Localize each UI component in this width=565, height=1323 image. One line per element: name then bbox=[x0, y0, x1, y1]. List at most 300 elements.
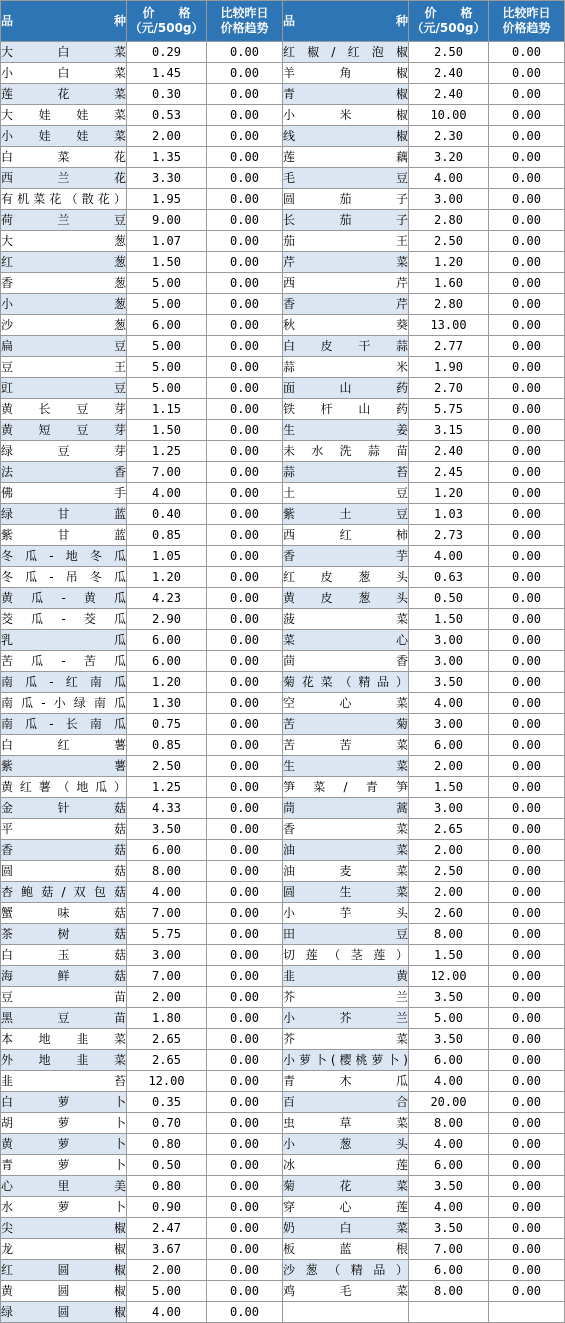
veg-name: 法香 bbox=[1, 462, 127, 483]
table-row bbox=[1, 693, 565, 714]
veg-name: 绿圆椒 bbox=[1, 1302, 127, 1323]
veg-trend: 0.00 bbox=[207, 315, 283, 336]
veg-name: 小娃娃菜 bbox=[1, 126, 127, 147]
veg-price: 8.00 bbox=[409, 1113, 489, 1134]
veg-price: 9.00 bbox=[127, 210, 207, 231]
veg-name: 莲花菜 bbox=[1, 84, 127, 105]
veg-trend: 0.00 bbox=[207, 777, 283, 798]
veg-trend: 0.00 bbox=[489, 294, 565, 315]
veg-name: 油菜 bbox=[283, 840, 409, 861]
table-row bbox=[1, 252, 565, 273]
veg-trend: 0.00 bbox=[207, 462, 283, 483]
veg-name: 香芋 bbox=[283, 546, 409, 567]
veg-price: 5.00 bbox=[409, 1008, 489, 1029]
veg-name: 乳瓜 bbox=[1, 630, 127, 651]
veg-name: 小米椒 bbox=[283, 105, 409, 126]
veg-trend: 0.00 bbox=[207, 1050, 283, 1071]
table-row bbox=[1, 1071, 565, 1092]
table-row bbox=[1, 1197, 565, 1218]
veg-price: 2.73 bbox=[409, 525, 489, 546]
veg-price: 3.00 bbox=[409, 651, 489, 672]
veg-price: 0.30 bbox=[127, 84, 207, 105]
veg-price: 4.00 bbox=[127, 882, 207, 903]
table-row bbox=[1, 1302, 565, 1323]
veg-name: 白萝卜 bbox=[1, 1092, 127, 1113]
veg-price: 20.00 bbox=[409, 1092, 489, 1113]
veg-name: 未水洗蒜苗 bbox=[283, 441, 409, 462]
veg-price: 1.30 bbox=[127, 693, 207, 714]
table-row bbox=[1, 231, 565, 252]
veg-name: 心里美 bbox=[1, 1176, 127, 1197]
veg-price: 2.90 bbox=[127, 609, 207, 630]
veg-price: 2.50 bbox=[409, 231, 489, 252]
veg-trend: 0.00 bbox=[207, 42, 283, 63]
veg-name: 黑豆苗 bbox=[1, 1008, 127, 1029]
veg-price: 1.95 bbox=[127, 189, 207, 210]
veg-trend: 0.00 bbox=[207, 588, 283, 609]
veg-trend: 0.00 bbox=[207, 441, 283, 462]
table-row bbox=[1, 798, 565, 819]
veg-trend: 0.00 bbox=[207, 798, 283, 819]
veg-price: 1.80 bbox=[127, 1008, 207, 1029]
veg-name: 金针菇 bbox=[1, 798, 127, 819]
veg-name: 茄王 bbox=[283, 231, 409, 252]
veg-trend: 0.00 bbox=[207, 651, 283, 672]
veg-trend: 0.00 bbox=[207, 378, 283, 399]
veg-trend: 0.00 bbox=[207, 903, 283, 924]
table-row bbox=[1, 210, 565, 231]
table-row bbox=[1, 1260, 565, 1281]
veg-trend: 0.00 bbox=[207, 420, 283, 441]
veg-trend: 0.00 bbox=[489, 210, 565, 231]
veg-name: 空心菜 bbox=[283, 693, 409, 714]
veg-price: 3.50 bbox=[409, 672, 489, 693]
veg-trend: 0.00 bbox=[489, 126, 565, 147]
veg-trend: 0.00 bbox=[207, 525, 283, 546]
veg-price: 8.00 bbox=[127, 861, 207, 882]
veg-trend: 0.00 bbox=[489, 945, 565, 966]
veg-price: 3.00 bbox=[409, 630, 489, 651]
veg-trend: 0.00 bbox=[207, 1071, 283, 1092]
veg-trend: 0.00 bbox=[489, 1281, 565, 1302]
veg-price: 0.53 bbox=[127, 105, 207, 126]
veg-name: 虫草菜 bbox=[283, 1113, 409, 1134]
veg-name: 菠菜 bbox=[283, 609, 409, 630]
veg-name: 荷兰豆 bbox=[1, 210, 127, 231]
veg-name: 红椒/红泡椒 bbox=[283, 42, 409, 63]
veg-price: 7.00 bbox=[127, 966, 207, 987]
price-rows bbox=[1, 42, 565, 1323]
veg-name: 油麦菜 bbox=[283, 861, 409, 882]
veg-price: 2.00 bbox=[409, 756, 489, 777]
veg-price: 1.15 bbox=[127, 399, 207, 420]
veg-price: 2.50 bbox=[409, 861, 489, 882]
veg-trend: 0.00 bbox=[207, 546, 283, 567]
veg-price: 4.00 bbox=[409, 693, 489, 714]
header-name: 品 种 bbox=[283, 1, 409, 42]
veg-name: 豆王 bbox=[1, 357, 127, 378]
veg-trend: 0.00 bbox=[489, 588, 565, 609]
veg-trend: 0.00 bbox=[489, 1197, 565, 1218]
veg-price: 3.67 bbox=[127, 1239, 207, 1260]
table-row bbox=[1, 462, 565, 483]
veg-name: 黄萝卜 bbox=[1, 1134, 127, 1155]
veg-price: 0.75 bbox=[127, 714, 207, 735]
veg-name: 龙椒 bbox=[1, 1239, 127, 1260]
veg-name: 黄瓜-黄瓜 bbox=[1, 588, 127, 609]
veg-name: 扁豆 bbox=[1, 336, 127, 357]
veg-price: 4.00 bbox=[127, 483, 207, 504]
veg-price: 1.05 bbox=[127, 546, 207, 567]
veg-price: 2.60 bbox=[409, 903, 489, 924]
veg-trend: 0.00 bbox=[489, 336, 565, 357]
veg-name: 西红柿 bbox=[283, 525, 409, 546]
table-row bbox=[1, 420, 565, 441]
veg-price: 2.80 bbox=[409, 210, 489, 231]
veg-name: 外地韭菜 bbox=[1, 1050, 127, 1071]
veg-name: 西兰花 bbox=[1, 168, 127, 189]
table-row bbox=[1, 756, 565, 777]
veg-trend: 0.00 bbox=[489, 987, 565, 1008]
veg-name: 毛豆 bbox=[283, 168, 409, 189]
veg-price: 5.00 bbox=[127, 357, 207, 378]
veg-price: 0.80 bbox=[127, 1134, 207, 1155]
veg-trend: 0.00 bbox=[207, 1092, 283, 1113]
veg-price: 3.50 bbox=[127, 819, 207, 840]
veg-trend: 0.00 bbox=[489, 63, 565, 84]
header-name: 品 种 bbox=[1, 1, 127, 42]
veg-price: 13.00 bbox=[409, 315, 489, 336]
table-row bbox=[1, 1134, 565, 1155]
veg-trend: 0.00 bbox=[489, 1176, 565, 1197]
table-row bbox=[1, 126, 565, 147]
veg-trend: 0.00 bbox=[207, 63, 283, 84]
veg-name: 大白菜 bbox=[1, 42, 127, 63]
table-row bbox=[1, 882, 565, 903]
veg-trend: 0.00 bbox=[489, 441, 565, 462]
veg-name: 蒜苔 bbox=[283, 462, 409, 483]
veg-trend: 0.00 bbox=[489, 777, 565, 798]
header-row bbox=[1, 1, 565, 42]
veg-price: 2.50 bbox=[127, 756, 207, 777]
veg-price: 3.20 bbox=[409, 147, 489, 168]
table-row bbox=[1, 1218, 565, 1239]
veg-name: 胡萝卜 bbox=[1, 1113, 127, 1134]
table-row bbox=[1, 63, 565, 84]
table-row bbox=[1, 672, 565, 693]
veg-name: 大娃娃菜 bbox=[1, 105, 127, 126]
veg-price: 5.00 bbox=[127, 1281, 207, 1302]
veg-trend: 0.00 bbox=[489, 1050, 565, 1071]
veg-trend: 0.00 bbox=[489, 525, 565, 546]
veg-trend: 0.00 bbox=[489, 966, 565, 987]
veg-price: 2.65 bbox=[127, 1050, 207, 1071]
veg-price: 7.00 bbox=[127, 462, 207, 483]
veg-trend: 0.00 bbox=[207, 1218, 283, 1239]
veg-trend: 0.00 bbox=[489, 1134, 565, 1155]
veg-name: 白菜花 bbox=[1, 147, 127, 168]
veg-name: 沙葱 bbox=[1, 315, 127, 336]
veg-trend: 0.00 bbox=[207, 189, 283, 210]
veg-trend: 0.00 bbox=[207, 147, 283, 168]
veg-trend: 0.00 bbox=[489, 105, 565, 126]
table-row bbox=[1, 861, 565, 882]
table-row bbox=[1, 1281, 565, 1302]
veg-price: 0.40 bbox=[127, 504, 207, 525]
veg-trend: 0.00 bbox=[207, 210, 283, 231]
veg-name: 香葱 bbox=[1, 273, 127, 294]
veg-trend: 0.00 bbox=[207, 273, 283, 294]
veg-name: 青椒 bbox=[283, 84, 409, 105]
veg-name: 南瓜-小绿南瓜 bbox=[1, 693, 127, 714]
veg-trend: 0.00 bbox=[489, 1260, 565, 1281]
veg-price: 8.00 bbox=[409, 924, 489, 945]
header-trend: 比较昨日 价格趋势 bbox=[489, 1, 565, 42]
veg-name: 黄红薯（地瓜） bbox=[1, 777, 127, 798]
table-row bbox=[1, 1092, 565, 1113]
veg-trend: 0.00 bbox=[207, 168, 283, 189]
veg-trend: 0.00 bbox=[489, 462, 565, 483]
veg-trend: 0.00 bbox=[207, 1008, 283, 1029]
veg-price: 4.00 bbox=[409, 1071, 489, 1092]
veg-trend: 0.00 bbox=[489, 903, 565, 924]
veg-price: 1.50 bbox=[409, 609, 489, 630]
veg-name: 豇豆 bbox=[1, 378, 127, 399]
veg-price: 2.00 bbox=[127, 1260, 207, 1281]
header-price: 价 格 （元/500g） bbox=[127, 1, 207, 42]
veg-price: 6.00 bbox=[127, 651, 207, 672]
veg-name: 紫土豆 bbox=[283, 504, 409, 525]
veg-price: 3.15 bbox=[409, 420, 489, 441]
table-row bbox=[1, 819, 565, 840]
veg-name: 白玉菇 bbox=[1, 945, 127, 966]
veg-trend: 0.00 bbox=[489, 147, 565, 168]
veg-name: 铁杆山药 bbox=[283, 399, 409, 420]
veg-name: 菊花菜 bbox=[283, 1176, 409, 1197]
veg-name: 黄短豆芽 bbox=[1, 420, 127, 441]
veg-price: 6.00 bbox=[409, 1260, 489, 1281]
table-row bbox=[1, 357, 565, 378]
veg-trend: 0.00 bbox=[207, 504, 283, 525]
veg-name: 莲藕 bbox=[283, 147, 409, 168]
veg-name: 韭苔 bbox=[1, 1071, 127, 1092]
veg-name: 佛手 bbox=[1, 483, 127, 504]
veg-price: 0.50 bbox=[409, 588, 489, 609]
veg-name: 芥菜 bbox=[283, 1029, 409, 1050]
veg-trend: 0.00 bbox=[489, 672, 565, 693]
veg-trend: 0.00 bbox=[207, 294, 283, 315]
veg-price: 1.50 bbox=[127, 252, 207, 273]
veg-trend: 0.00 bbox=[489, 609, 565, 630]
veg-price: 0.90 bbox=[127, 1197, 207, 1218]
veg-name: 小萝卜(樱桃萝卜) bbox=[283, 1050, 409, 1071]
table-row bbox=[1, 567, 565, 588]
veg-trend: 0.00 bbox=[489, 546, 565, 567]
veg-price: 1.20 bbox=[409, 483, 489, 504]
veg-name: 茼蒿 bbox=[283, 798, 409, 819]
veg-name: 香菜 bbox=[283, 819, 409, 840]
veg-price: 2.45 bbox=[409, 462, 489, 483]
veg-price: 2.30 bbox=[409, 126, 489, 147]
veg-name: 鸡毛菜 bbox=[283, 1281, 409, 1302]
veg-price: 4.00 bbox=[127, 1302, 207, 1323]
veg-trend: 0.00 bbox=[207, 882, 283, 903]
veg-trend: 0.00 bbox=[489, 84, 565, 105]
veg-price: 2.65 bbox=[409, 819, 489, 840]
veg-name: 香菇 bbox=[1, 840, 127, 861]
veg-price: 0.63 bbox=[409, 567, 489, 588]
veg-trend: 0.00 bbox=[207, 252, 283, 273]
veg-name: 冰莲 bbox=[283, 1155, 409, 1176]
veg-price: 2.00 bbox=[409, 882, 489, 903]
table-row bbox=[1, 504, 565, 525]
veg-price: 0.80 bbox=[127, 1176, 207, 1197]
veg-trend: 0.00 bbox=[207, 672, 283, 693]
veg-price: 0.70 bbox=[127, 1113, 207, 1134]
veg-trend: 0.00 bbox=[207, 966, 283, 987]
veg-price: 0.85 bbox=[127, 525, 207, 546]
veg-price: 8.00 bbox=[409, 1281, 489, 1302]
veg-name: 长茄子 bbox=[283, 210, 409, 231]
empty-cell bbox=[283, 1302, 409, 1323]
veg-trend: 0.00 bbox=[489, 651, 565, 672]
veg-price: 1.25 bbox=[127, 777, 207, 798]
veg-name: 小葱头 bbox=[283, 1134, 409, 1155]
veg-name: 小葱 bbox=[1, 294, 127, 315]
empty-cell bbox=[409, 1302, 489, 1323]
veg-trend: 0.00 bbox=[207, 1029, 283, 1050]
header-price: 价 格 （元/500g） bbox=[409, 1, 489, 42]
veg-price: 1.07 bbox=[127, 231, 207, 252]
veg-trend: 0.00 bbox=[207, 567, 283, 588]
veg-name: 生姜 bbox=[283, 420, 409, 441]
veg-name: 紫薯 bbox=[1, 756, 127, 777]
empty-cell bbox=[489, 1302, 565, 1323]
veg-name: 线椒 bbox=[283, 126, 409, 147]
table-row bbox=[1, 1008, 565, 1029]
veg-price: 3.50 bbox=[409, 987, 489, 1008]
table-row bbox=[1, 441, 565, 462]
veg-name: 茶树菇 bbox=[1, 924, 127, 945]
veg-name: 绿甘蓝 bbox=[1, 504, 127, 525]
veg-trend: 0.00 bbox=[207, 336, 283, 357]
veg-name: 小芥兰 bbox=[283, 1008, 409, 1029]
veg-price: 12.00 bbox=[409, 966, 489, 987]
veg-price: 3.50 bbox=[409, 1176, 489, 1197]
veg-trend: 0.00 bbox=[207, 1176, 283, 1197]
veg-trend: 0.00 bbox=[207, 1155, 283, 1176]
veg-price: 1.03 bbox=[409, 504, 489, 525]
veg-price: 3.00 bbox=[409, 189, 489, 210]
veg-price: 3.50 bbox=[409, 1218, 489, 1239]
veg-price: 1.25 bbox=[127, 441, 207, 462]
veg-price: 2.80 bbox=[409, 294, 489, 315]
veg-name: 大葱 bbox=[1, 231, 127, 252]
veg-price: 2.40 bbox=[409, 84, 489, 105]
veg-name: 田豆 bbox=[283, 924, 409, 945]
veg-trend: 0.00 bbox=[489, 252, 565, 273]
veg-price: 4.33 bbox=[127, 798, 207, 819]
veg-trend: 0.00 bbox=[489, 735, 565, 756]
table-row bbox=[1, 1176, 565, 1197]
veg-trend: 0.00 bbox=[489, 924, 565, 945]
veg-price: 0.50 bbox=[127, 1155, 207, 1176]
veg-name: 切莲（茎莲） bbox=[283, 945, 409, 966]
veg-trend: 0.00 bbox=[489, 315, 565, 336]
veg-name: 面山药 bbox=[283, 378, 409, 399]
table-row bbox=[1, 651, 565, 672]
veg-name: 苦瓜-苦瓜 bbox=[1, 651, 127, 672]
veg-price: 1.20 bbox=[127, 567, 207, 588]
veg-trend: 0.00 bbox=[489, 630, 565, 651]
veg-price: 0.85 bbox=[127, 735, 207, 756]
veg-name: 菊花菜（精品） bbox=[283, 672, 409, 693]
veg-name: 板蓝根 bbox=[283, 1239, 409, 1260]
veg-trend: 0.00 bbox=[207, 1134, 283, 1155]
veg-trend: 0.00 bbox=[207, 105, 283, 126]
veg-name: 蒜米 bbox=[283, 357, 409, 378]
veg-trend: 0.00 bbox=[207, 924, 283, 945]
veg-trend: 0.00 bbox=[489, 399, 565, 420]
veg-trend: 0.00 bbox=[207, 399, 283, 420]
veg-trend: 0.00 bbox=[207, 1260, 283, 1281]
veg-price: 4.00 bbox=[409, 1197, 489, 1218]
veg-name: 韭黄 bbox=[283, 966, 409, 987]
table-row bbox=[1, 1155, 565, 1176]
veg-trend: 0.00 bbox=[207, 819, 283, 840]
veg-name: 羊角椒 bbox=[283, 63, 409, 84]
veg-name: 小白菜 bbox=[1, 63, 127, 84]
veg-trend: 0.00 bbox=[489, 420, 565, 441]
veg-price: 2.77 bbox=[409, 336, 489, 357]
veg-price: 10.00 bbox=[409, 105, 489, 126]
veg-price: 1.35 bbox=[127, 147, 207, 168]
veg-name: 西芹 bbox=[283, 273, 409, 294]
veg-trend: 0.00 bbox=[207, 1197, 283, 1218]
veg-trend: 0.00 bbox=[207, 357, 283, 378]
veg-name: 本地韭菜 bbox=[1, 1029, 127, 1050]
table-row bbox=[1, 294, 565, 315]
veg-price: 4.00 bbox=[409, 1134, 489, 1155]
veg-price: 2.65 bbox=[127, 1029, 207, 1050]
veg-trend: 0.00 bbox=[207, 861, 283, 882]
veg-price: 4.23 bbox=[127, 588, 207, 609]
veg-price: 5.00 bbox=[127, 378, 207, 399]
veg-name: 蟹味菇 bbox=[1, 903, 127, 924]
table-row bbox=[1, 966, 565, 987]
veg-trend: 0.00 bbox=[207, 1281, 283, 1302]
table-row bbox=[1, 903, 565, 924]
veg-name: 红葱 bbox=[1, 252, 127, 273]
veg-trend: 0.00 bbox=[489, 483, 565, 504]
veg-price: 6.00 bbox=[409, 1050, 489, 1071]
veg-price: 7.00 bbox=[409, 1239, 489, 1260]
veg-trend: 0.00 bbox=[207, 840, 283, 861]
veg-price: 1.20 bbox=[127, 672, 207, 693]
veg-trend: 0.00 bbox=[489, 798, 565, 819]
veg-trend: 0.00 bbox=[207, 483, 283, 504]
table-row bbox=[1, 378, 565, 399]
veg-trend: 0.00 bbox=[489, 882, 565, 903]
veg-trend: 0.00 bbox=[207, 231, 283, 252]
veg-price: 2.70 bbox=[409, 378, 489, 399]
veg-trend: 0.00 bbox=[489, 1239, 565, 1260]
veg-trend: 0.00 bbox=[489, 861, 565, 882]
veg-name: 冬瓜-地冬瓜 bbox=[1, 546, 127, 567]
veg-price: 7.00 bbox=[127, 903, 207, 924]
veg-name: 小芋头 bbox=[283, 903, 409, 924]
veg-price: 0.29 bbox=[127, 42, 207, 63]
